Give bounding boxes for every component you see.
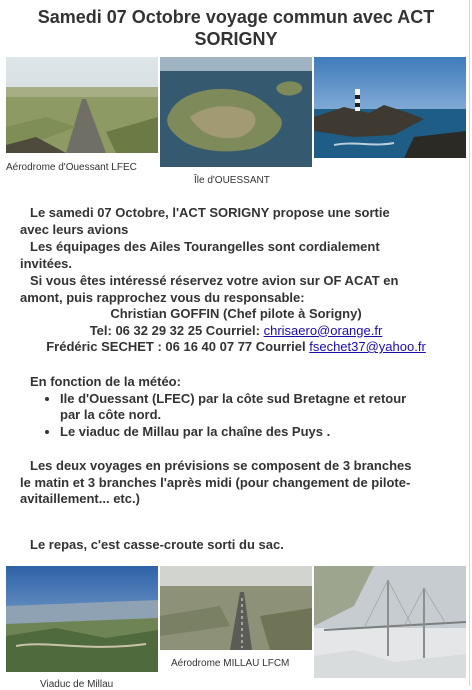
- caption-ouessant-island: Île d'OUESSANT: [194, 175, 270, 186]
- reserve-paragraph: [20, 273, 460, 306]
- trips-line-2: le matin et 3 branches l'après midi (pour changement de pilote-: [20, 474, 411, 490]
- title-line-2: SORIGNY: [194, 29, 278, 49]
- contact-2-phone: Frédéric SECHET : 06 16 40 07 77 Courriel: [46, 339, 310, 354]
- contact-1-email-link[interactable]: chrisaero@orange.fr: [263, 322, 383, 338]
- trips-line-1: Les deux voyages en prévisions se composent de 3 branches: [30, 458, 412, 473]
- invite-line-1: Les équipages des Ailes Tourangelles sont cordialement: [30, 239, 380, 254]
- contact-2-email-link[interactable]: fsechet37@yahoo.fr: [309, 339, 426, 354]
- intro-paragraph: [20, 205, 460, 238]
- reserve-line-2: amont, puis rapprochez vous du responsable:: [20, 289, 305, 305]
- caption-ouessant-aerodrome: Aérodrome d'Ouessant LFEC: [6, 162, 137, 173]
- contact-1-phone: Tel: 06 32 29 32 25 Courriel:: [89, 322, 264, 338]
- intro-line-1: Le samedi 07 Octobre, l'ACT SORIGNY propose une sortie: [30, 205, 390, 220]
- contacts-block: [16, 306, 456, 356]
- meal-paragraph: [20, 537, 460, 554]
- trips-paragraph: [20, 458, 460, 508]
- page-title: [0, 6, 472, 50]
- reserve-line-1: Si vous êtes intéressé réservez votre avion sur OF ACAT en: [30, 273, 399, 288]
- weather-block: [20, 374, 460, 440]
- destination-millau: • Le viaduc de Millau par la chaîne des Puys .: [60, 424, 460, 441]
- meal-line: Le repas, c'est casse-croute sorti du sac.: [30, 537, 284, 552]
- destination-ouessant: • Ile d'Ouessant (LFEC) par la côte sud Bretagne et retour par la côte nord.: [60, 391, 460, 424]
- photo-millau-viaduct-aerial: [6, 566, 158, 672]
- caption-millau-viaduct: Viaduc de Millau: [40, 679, 114, 690]
- trips-line-3: avitaillement... etc.): [20, 491, 140, 506]
- weather-heading: En fonction de la météo:: [30, 374, 181, 389]
- invite-paragraph: [20, 239, 460, 272]
- destination-list: [20, 391, 460, 441]
- photo-ouessant-aerodrome: [6, 57, 158, 153]
- photo-ouessant-island: [160, 57, 312, 167]
- photo-millau-viaduct-fog: [314, 566, 466, 678]
- title-line-1: Samedi 07 Octobre voyage commun avec ACT: [37, 7, 435, 27]
- caption-millau-aerodrome: Aérodrome MILLAU LFCM: [171, 658, 290, 669]
- contact-2-line: [16, 339, 456, 356]
- contact-1-line: [16, 323, 456, 340]
- photo-lighthouse-coast: [314, 57, 466, 158]
- intro-line-2: avec leurs avions: [20, 221, 129, 237]
- photo-millau-aerodrome: [160, 566, 312, 650]
- contact-1-name: Christian GOFFIN (Chef pilote à Sorigny): [110, 306, 362, 321]
- invite-line-2: invitées.: [20, 255, 73, 271]
